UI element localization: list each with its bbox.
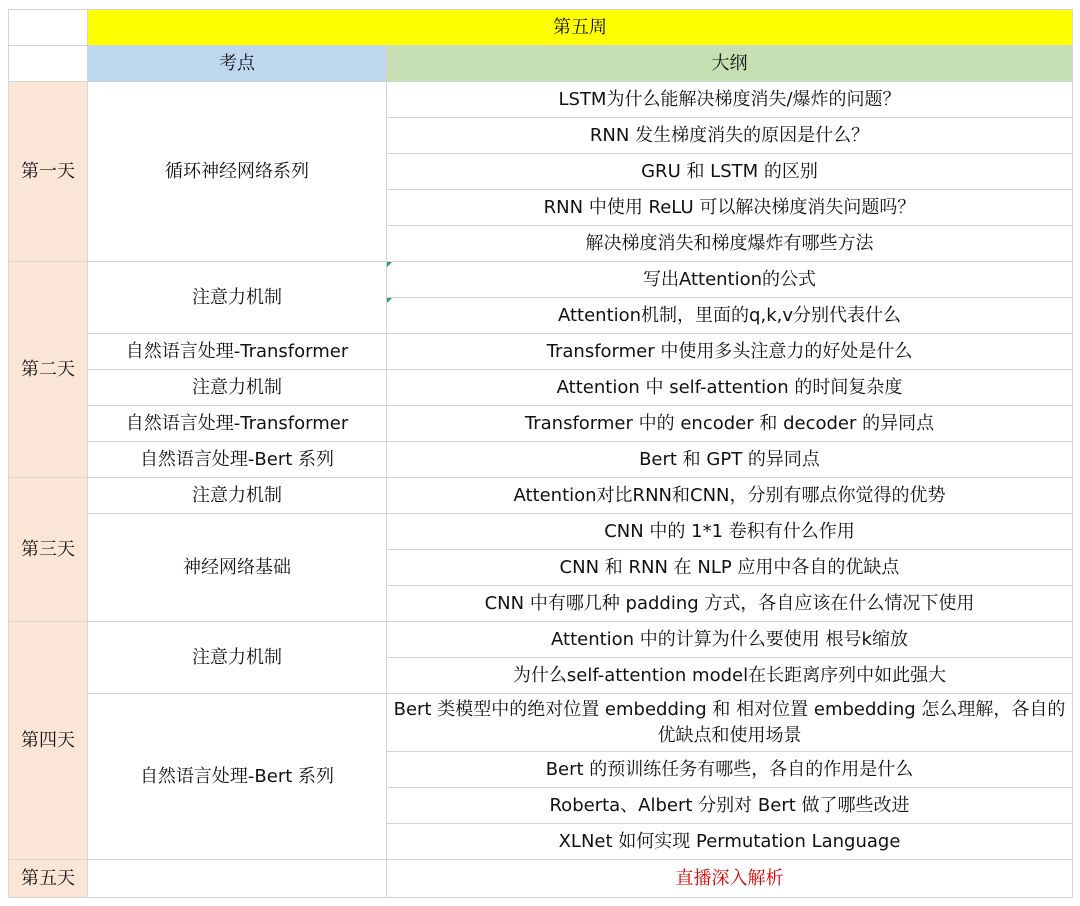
table-row <box>9 334 1073 370</box>
outline-item: RNN 中使用 ReLU 可以解决梯度消失问题吗？ <box>387 190 1073 226</box>
outline-item: GRU 和 LSTM 的区别 <box>387 154 1073 190</box>
outline-item: 写出Attention的公式 <box>387 262 1073 298</box>
day-label-2: 第二天 <box>9 262 88 478</box>
outline-item: Roberta、Albert 分别对 Bert 做了哪些改进 <box>387 788 1073 824</box>
topic-cell: 自然语言处理-Bert 系列 <box>88 694 387 860</box>
outline-item: 解决梯度消失和梯度爆炸有哪些方法 <box>387 226 1073 262</box>
live-session-item: 直播深入解析 <box>387 860 1073 898</box>
table-row <box>9 262 1073 298</box>
table-row <box>9 370 1073 406</box>
topic-cell: 自然语言处理-Bert 系列 <box>88 442 387 478</box>
outline-item: Bert 和 GPT 的异同点 <box>387 442 1073 478</box>
outline-item: Attention对比RNN和CNN，分别有哪点你觉得的优势 <box>387 478 1073 514</box>
day-label-4: 第四天 <box>9 622 88 860</box>
outline-item: RNN 发生梯度消失的原因是什么？ <box>387 118 1073 154</box>
outline-item: Transformer 中的 encoder 和 decoder 的异同点 <box>387 406 1073 442</box>
table-row <box>9 514 1073 550</box>
outline-item: CNN 和 RNN 在 NLP 应用中各自的优缺点 <box>387 550 1073 586</box>
topic-cell-empty <box>88 860 387 898</box>
topic-cell: 注意力机制 <box>88 478 387 514</box>
topic-cell: 注意力机制 <box>88 622 387 694</box>
table-row <box>9 406 1073 442</box>
table-row <box>9 694 1073 752</box>
outline-item: Attention 中的计算为什么要使用 根号k缩放 <box>387 622 1073 658</box>
day-label-5: 第五天 <box>9 860 88 898</box>
topic-cell: 循环神经网络系列 <box>88 82 387 262</box>
outline-item: XLNet 如何实现 Permutation Language <box>387 824 1073 860</box>
table-row <box>9 82 1073 118</box>
week-schedule-table <box>8 9 1073 898</box>
outline-item: Attention 中 self-attention 的时间复杂度 <box>387 370 1073 406</box>
table-row <box>9 860 1073 898</box>
topic-cell: 注意力机制 <box>88 370 387 406</box>
topic-cell: 注意力机制 <box>88 262 387 334</box>
outline-item: 为什么self-attention model在长距离序列中如此强大 <box>387 658 1073 694</box>
outline-item: CNN 中有哪几种 padding 方式，各自应该在什么情况下使用 <box>387 586 1073 622</box>
week-row <box>9 10 1073 46</box>
outline-item: CNN 中的 1*1 卷积有什么作用 <box>387 514 1073 550</box>
outline-item: LSTM为什么能解决梯度消失/爆炸的问题？ <box>387 82 1073 118</box>
table-row <box>9 478 1073 514</box>
day-label-3: 第三天 <box>9 478 88 622</box>
outline-item: Bert 的预训练任务有哪些，各自的作用是什么 <box>387 752 1073 788</box>
header-row <box>9 46 1073 82</box>
week-title: 第五周 <box>88 10 1073 46</box>
topic-cell: 自然语言处理-Transformer <box>88 334 387 370</box>
outline-item: Transformer 中使用多头注意力的好处是什么 <box>387 334 1073 370</box>
table-row <box>9 442 1073 478</box>
day-label-1: 第一天 <box>9 82 88 262</box>
blank-cell <box>9 10 88 46</box>
topic-cell: 自然语言处理-Transformer <box>88 406 387 442</box>
topic-cell: 神经网络基础 <box>88 514 387 622</box>
outline-header: 大纲 <box>387 46 1073 82</box>
table-row <box>9 622 1073 658</box>
outline-item: Attention机制，里面的q,k,v分别代表什么 <box>387 298 1073 334</box>
outline-item: Bert 类模型中的绝对位置 embedding 和 相对位置 embedding 怎么理解，各自的优缺点和使用场景 <box>387 694 1073 752</box>
blank-cell <box>9 46 88 82</box>
topic-header: 考点 <box>88 46 387 82</box>
